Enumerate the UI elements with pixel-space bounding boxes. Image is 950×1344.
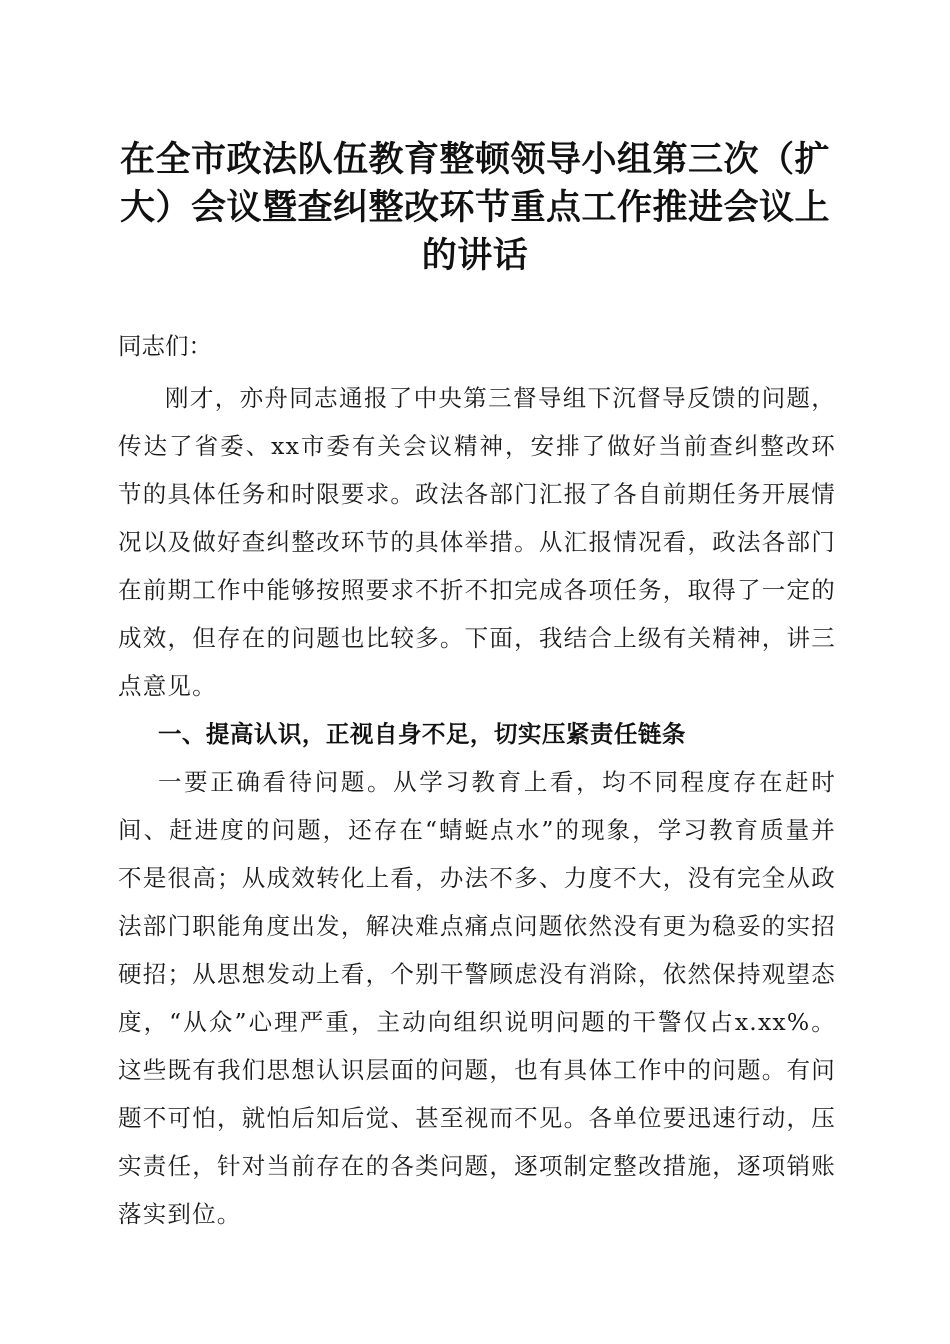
section-1-heading: 一、提高认识，正视自身不足，切实压紧责任链条 xyxy=(157,720,686,748)
section-1-paragraph-1: 一要正确看待问题。从学习教育上看，均不同程度存在赶时间、赶进度的问题，还存在“蜻蜓点水”的现象，学习教育质量并不是很高；从成效转化上看，办法不多、力度不大，没有完全从政法部门职能角度出发，解决难点痛点问题依然没有更为稳妥的实招硬招；从思想发动上看，个别干警顾虑没有消除，依然保持观望态度，“从众”心理严重，主动向组织说明问题的干警仅占x.xx%。这些既有我们思想认识层面的问题，也有具体工作中的问题。有问题不可怕，就怕后知后觉、甚至视而不见。各单位要迅速行动，压实责任，针对当前存在的各类问题，逐项制定整改措施，逐项销账落实到位。 xyxy=(118,768,836,1228)
intro-paragraph: 刚才，亦舟同志通报了中央第三督导组下沉督导反馈的问题，传达了省委、xx市委有关会议精神，安排了做好当前查纠整改环节的具体任务和时限要求。政法各部门汇报了各自前期任务开展情况以及做好查纠整改环节的具体举措。从汇报情况看，政法各部门在前期工作中能够按照要求不折不扣完成各项任务，取得了一定的成效，但存在的问题也比较多。下面，我结合上级有关精神，讲三点意见。 xyxy=(118,384,836,700)
document-body xyxy=(118,322,836,1238)
title-line-2: 大）会议暨查纠整改环节重点工作推进会议上 xyxy=(119,187,830,228)
title-line-1: 在全市政法队伍教育整顿领导小组第三次（扩 xyxy=(119,139,830,180)
document-title xyxy=(110,136,840,280)
title-line-3: 的讲话 xyxy=(421,235,529,276)
salutation: 同志们： xyxy=(118,332,212,360)
